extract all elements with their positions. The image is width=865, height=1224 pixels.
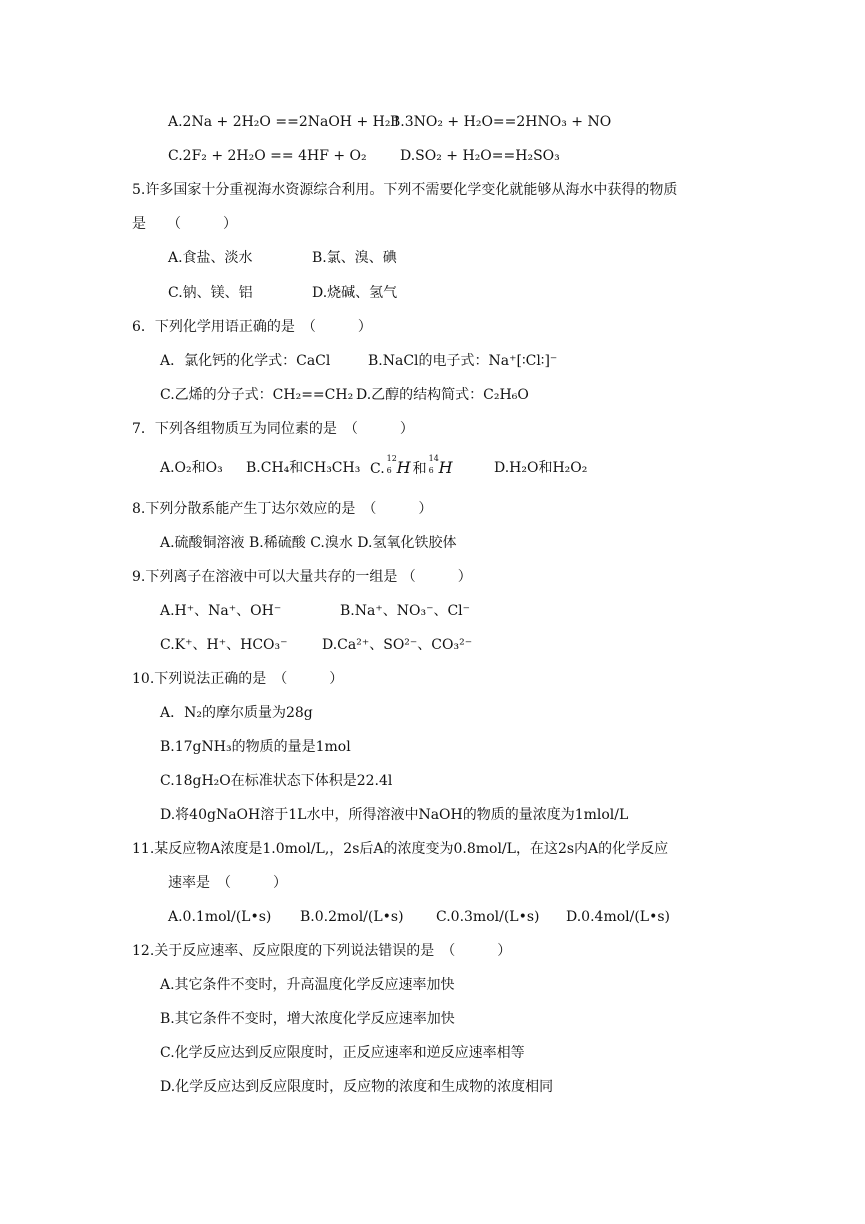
q11-option-d: D.0.4mol/(L•s) (566, 909, 671, 925)
q5-option-d: D.烧碱、氢气 (312, 285, 398, 301)
q5-stem-continued: 是 （ ） (132, 216, 237, 232)
q12-option-a: A.其它条件不变时，升高温度化学反应速率加快 (160, 977, 455, 993)
q5-option-a: A.食盐、淡水 (168, 250, 253, 266)
q7-stem: 7．下列各组物质互为同位素的是 （ ） (132, 421, 414, 437)
q10-option-b: B.17gNH₃的物质的量是1mol (160, 739, 351, 755)
isotope-h14-mass: 14 (428, 454, 439, 463)
q10-option-a: A．N₂的摩尔质量为28g (160, 705, 313, 721)
isotope-h12 (386, 454, 411, 478)
isotope-h12-mass: 12 (386, 454, 397, 463)
q11-option-b: B.0.2mol/(L•s) (300, 909, 404, 925)
q4-option-d: D.SO₂ + H₂O==H₂SO₃ (400, 148, 560, 164)
isotope-h14-symbol: H (438, 458, 453, 477)
q9-option-d: D.Ca²⁺、SO²⁻、CO₃²⁻ (322, 637, 473, 653)
q12-option-b: B.其它条件不变时，增大浓度化学反应速率加快 (160, 1011, 455, 1027)
q6-option-a: A．氯化钙的化学式：CaCl (160, 353, 331, 369)
q10-option-c: C.18gH₂O在标准状态下体积是22.4l (160, 773, 393, 789)
isotope-h14-atomic: 6 (428, 466, 434, 475)
q6-stem: 6．下列化学用语正确的是 （ ） (132, 319, 372, 335)
q6-option-c: C.乙烯的分子式：CH₂==CH₂ (160, 387, 354, 403)
q7-option-c (370, 454, 455, 478)
q9-option-c: C.K⁺、H⁺、HCO₃⁻ (160, 637, 288, 653)
q12-stem: 12.关于反应速率、反应限度的下列说法错误的是 （ ） (132, 943, 512, 959)
q4-option-c: C.2F₂ + 2H₂O == 4HF + O₂ (168, 148, 367, 164)
q9-option-b: B.Na⁺、NO₃⁻、Cl⁻ (340, 603, 471, 619)
q11-stem-continued: 速率是 （ ） (168, 875, 287, 891)
q8-options: A.硫酸铜溶液 B.稀硫酸 C.溴水 D.氢氧化铁胶体 (160, 535, 457, 551)
q6-option-b: B.NaCl的电子式：Na⁺[∶Cl∶]⁻ (368, 353, 558, 369)
q12-option-c: C.化学反应达到反应限度时，正反应速率和逆反应速率相等 (160, 1045, 525, 1061)
q11-option-a: A.0.1mol/(L•s) (168, 909, 272, 925)
q9-option-a: A.H⁺、Na⁺、OH⁻ (160, 603, 282, 619)
q4-option-a: A.2Na + 2H₂O ==2NaOH + H₂↑ (168, 114, 403, 130)
isotope-h14 (428, 454, 453, 478)
q10-option-d: D.将40gNaOH溶于1L水中，所得溶液中NaOH的物质的量浓度为1mlol/L (160, 807, 629, 823)
isotope-h12-symbol: H (396, 458, 411, 477)
q5-option-b: B.氯、溴、碘 (312, 250, 397, 266)
q9-stem: 9.下列离子在溶液中可以大量共存的一组是 （ ） (132, 569, 472, 585)
q7-option-d: D.H₂O和H₂O₂ (494, 460, 588, 476)
q5-stem: 5.许多国家十分重视海水资源综合利用。下列不需要化学变化就能够从海水中获得的物质 (132, 182, 678, 198)
q11-option-c: C.0.3mol/(L•s) (436, 909, 540, 925)
q4-option-b: B.3NO₂ + H₂O==2HNO₃ + NO (390, 114, 612, 130)
q7-option-c-label: C. (370, 461, 385, 477)
q10-stem: 10.下列说法正确的是 （ ） (132, 671, 344, 687)
q5-option-c: C.钠、镁、铝 (168, 285, 253, 301)
q11-stem: 11.某反应物A浓度是1.0mol/L,，2s后A的浓度变为0.8mol/L，在这2s内A的化学反应 (132, 841, 669, 857)
q7-option-c-join: 和 (412, 461, 427, 477)
q12-option-d: D.化学反应达到反应限度时，反应物的浓度和生成物的浓度相同 (160, 1079, 554, 1095)
q8-stem: 8.下列分散系能产生丁达尔效应的是 （ ） (132, 501, 433, 517)
q6-option-d: D.乙醇的结构简式：C₂H₆O (356, 387, 529, 403)
isotope-h12-atomic: 6 (386, 466, 392, 475)
q7-option-b: B.CH₄和CH₃CH₃ (246, 460, 361, 476)
q7-option-a: A.O₂和O₃ (160, 460, 223, 476)
